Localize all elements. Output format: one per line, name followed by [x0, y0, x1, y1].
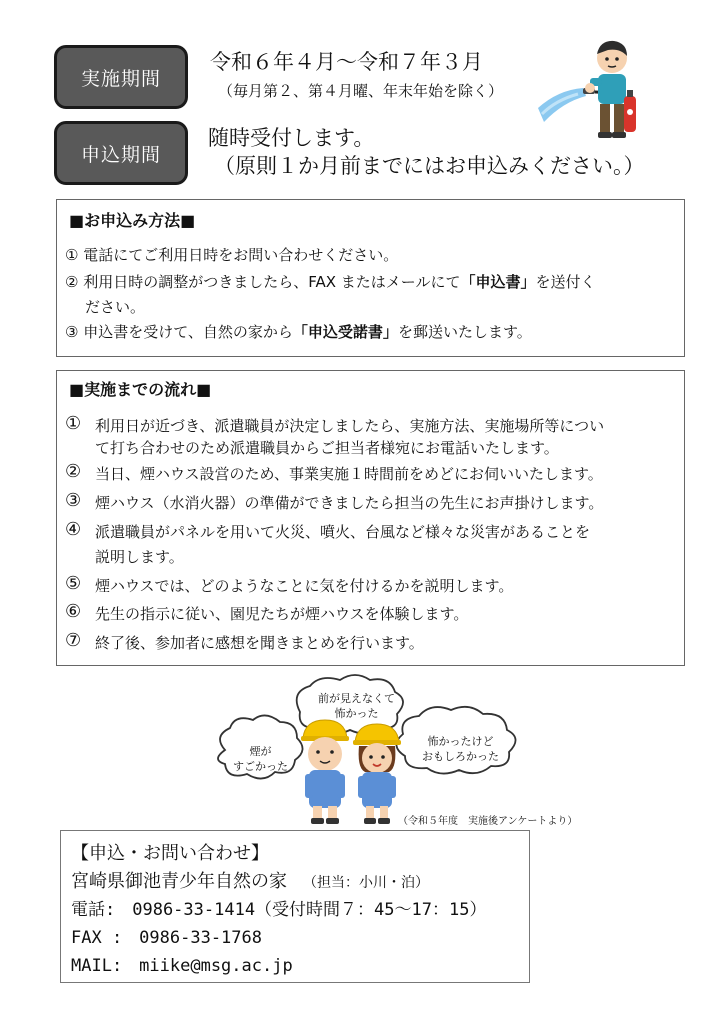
flow-item-7: 終了後、参加者に感想を聞きまとめを行います。 [95, 634, 424, 652]
flow-item-3: 煙ハウス（水消火器）の準備ができましたら担当の先生にお声掛けします。 [95, 494, 604, 512]
period-note-text: （毎月第２、第４月曜、年末年始を除く） [218, 82, 504, 100]
period-label-badge [54, 45, 188, 109]
flow-title: ■実施までの流れ■ [69, 380, 212, 399]
how-to-apply-box [56, 199, 685, 357]
contact-box [60, 830, 530, 983]
bubble-right: 怖かったけど おもしろかった [422, 735, 499, 763]
contact-org: 宮崎県御池青少年自然の家 （担当：小川・泊） [71, 871, 429, 892]
flow-num-4: ④ [65, 519, 82, 540]
apply-label-badge [54, 121, 188, 185]
firefighter-illustration [528, 30, 648, 150]
flow-num-5: ⑤ [65, 573, 82, 594]
contact-tel: 電話: 0986-33-1414（受付時間７：45～17：15） [71, 900, 487, 920]
contact-mail: MAIL: miike@msg.ac.jp [71, 956, 293, 976]
apply-label: 申込期間 [80, 143, 161, 166]
flow-item-4: 派遣職員がパネルを用いて火災、噴火、台風など様々な災害があることを [95, 523, 591, 541]
flow-item-4-cont: 説明します。 [95, 548, 184, 566]
contact-fax: FAX : 0986-33-1768 [71, 928, 262, 948]
bubble-top: 前が見えなくて 怖かった [318, 692, 395, 720]
apply-note-text: （原則１か月前までにはお申込みください。） [214, 154, 645, 178]
flow-num-7: ⑦ [65, 630, 82, 651]
flow-num-6: ⑥ [65, 601, 82, 622]
acceptance-form-name: 「申込受諾書」 [292, 323, 398, 341]
flow-item-6: 先生の指示に従い、園児たちが煙ハウスを体験します。 [95, 605, 469, 623]
apply-step-3: ③ 申込書を受けて、自然の家から「申込受諾書」を郵送いたします。 [65, 323, 532, 341]
flow-item-2: 当日、煙ハウス設営のため、事業実施１時間前をめどにお伺いいたします。 [95, 465, 603, 483]
apply-step-2: ② 利用日時の調整がつきましたら、FAX またはメールにて「申込書」を送付く [65, 273, 596, 291]
apply-form-name: 「申込書」 [460, 273, 536, 291]
flow-num-1: ① [65, 413, 82, 434]
flow-box [56, 370, 685, 666]
apply-step-1: ① 電話にてご利用日時をお問い合わせください。 [65, 246, 399, 264]
flow-num-3: ③ [65, 490, 82, 511]
survey-note: （令和５年度 実施後アンケートより） [398, 816, 578, 827]
bubble-left: 煙が すごかった [233, 745, 288, 773]
flow-item-1: 利用日が近づき、派遣職員が決定しましたら、実施方法、実施場所等につい [95, 417, 605, 435]
contact-heading: 【申込・お問い合わせ】 [71, 843, 269, 864]
apply-step-2-cont: ださい。 [85, 298, 146, 316]
period-label: 実施期間 [80, 67, 161, 90]
contact-person: （担当：小川・泊） [303, 875, 429, 891]
apply-main-text: 随時受付します。 [208, 126, 375, 150]
flow-num-2: ② [65, 461, 82, 482]
how-to-apply-title: ■お申込み方法■ [69, 211, 196, 230]
flow-item-1-cont: て打ち合わせのため派遣職員からご担当者様宛にお電話いたします。 [95, 439, 559, 457]
period-main-text: 令和６年４月～令和７年３月 [210, 50, 483, 74]
flow-item-5: 煙ハウスでは、どのようなことに気を付けるかを説明します。 [95, 577, 514, 595]
